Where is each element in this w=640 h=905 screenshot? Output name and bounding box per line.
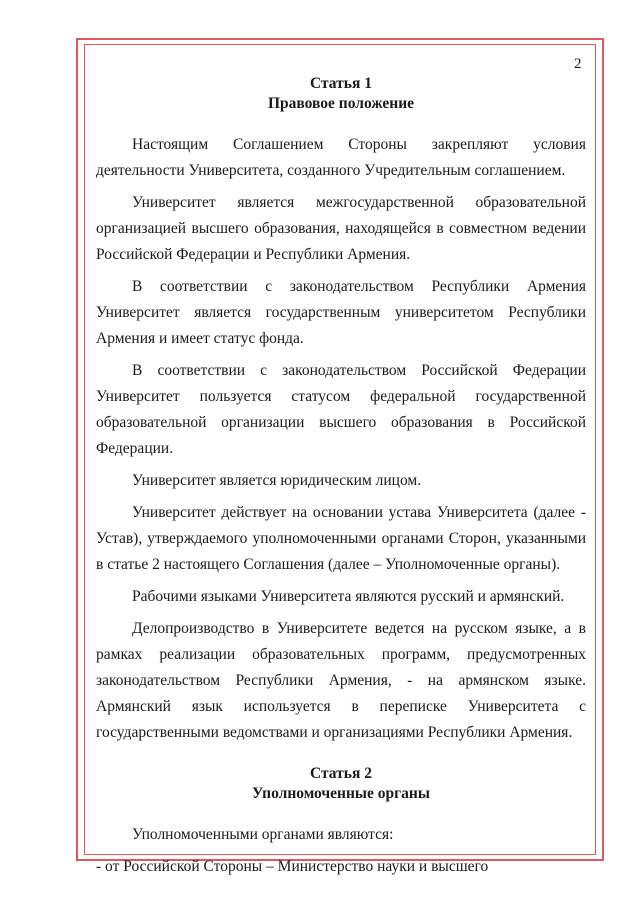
paragraph: Университет действует на основании устава Университета (далее - Устав), утверждаемого уполномоченными органами Сторон, указанными в статье 2 настоящего Соглашения (далее – Уполномоченные органы). <box>96 504 586 573</box>
paragraph: Университет является юридическим лицом. <box>132 472 422 489</box>
paragraph: Настоящим Соглашением Стороны закрепляют условия деятельности Университета, созданного Учредительным соглашением. <box>96 136 586 179</box>
article-2-subtitle: Уполномоченные органы <box>252 785 430 802</box>
article-1-title: Статья 1 <box>310 75 372 92</box>
paragraph: Рабочими языками Университета являются русский и армянский. <box>132 588 565 605</box>
paragraph: Делопроизводство в Университете ведется на русском языке, а в рамках реализации образовательных программ, предусмотренных законодательством Республики Армения, - на армянском языке. Армянский язык используется в переписке Университета с государственными ведомствами и организациями Республики Армения. <box>96 620 586 741</box>
paragraph: В соответствии с законодательством Республики Армения Университет является государственным университетом Республики Армения и имеет статус фонда. <box>96 278 586 347</box>
document-body <box>96 74 586 886</box>
article-2-title: Статья 2 <box>310 765 372 782</box>
paragraph: В соответствии с законодательством Российской Федерации Университет пользуется статусом федеральной государственной образовательной организации высшего образования в Российской Федерации. <box>96 362 586 457</box>
paragraph: Университет является межгосударственной образовательной организацией высшего образования, находящейся в совместном ведении Российской Федерации и Республики Армения. <box>96 194 586 263</box>
list-item: - от Российской Стороны – Министерство науки и высшего <box>96 858 489 875</box>
article-1-subtitle: Правовое положение <box>267 95 415 112</box>
paragraph: Уполномоченными органами являются: <box>132 826 394 843</box>
page-number: 2 <box>574 56 582 72</box>
